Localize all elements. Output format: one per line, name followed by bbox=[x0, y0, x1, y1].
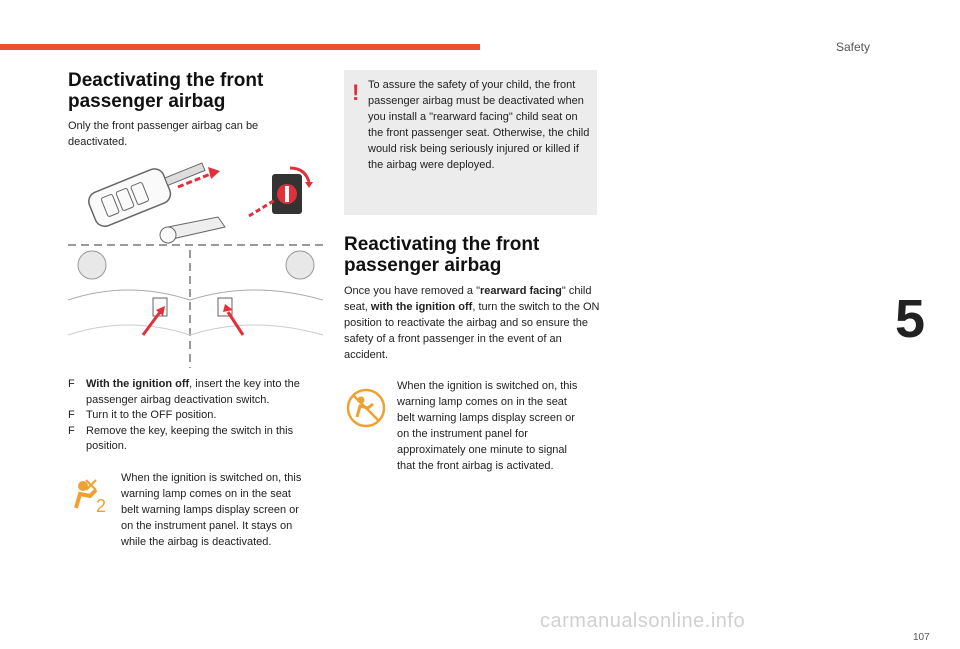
svg-text:2: 2 bbox=[96, 496, 107, 516]
chapter-number: 5 bbox=[895, 289, 926, 349]
airbag-switch-illustration bbox=[245, 160, 315, 225]
step-item: F Turn it to the OFF position. bbox=[68, 409, 217, 421]
deactivate-lamp-note: When the ignition is switched on, this warning lamp comes on in the seat belt warning lamps display screen or on the instrument panel. It stays on while the airbag is deactivated. bbox=[121, 472, 302, 548]
airbag-on-lamp-icon bbox=[345, 387, 387, 429]
watermark: carmanualsonline.info bbox=[540, 610, 746, 632]
reactivate-body: Once you have removed a "rearward facing" child seat, with the ignition off, turn the switch to the ON position to reactivate the airbag and so ensure the safety of a front passenger in the event of an accident. bbox=[344, 285, 600, 361]
child-seat-warning-text: To assure the safety of your child, the front passenger airbag must be deactivated when you install a "rearward facing" child seat on the front passenger seat. Otherwise, the child would risk being seriously injured or killed if the airbag were deployed. bbox=[368, 79, 590, 171]
step-item: F Remove the key, keeping the switch in this position. bbox=[68, 424, 294, 452]
dashboard-illustration bbox=[68, 240, 323, 368]
reactivate-lamp-note: When the ignition is switched on, this warning lamp comes on in the seat belt warning lamps display screen or on the instrument panel for approximately one minute to signal that the front airbag is activated. bbox=[397, 380, 578, 472]
airbag-off-lamp-icon bbox=[70, 478, 112, 516]
deactivate-title: Deactivating the front passenger airbag bbox=[68, 70, 264, 112]
page-number: 107 bbox=[913, 632, 930, 643]
section-label: Safety bbox=[836, 40, 871, 54]
warning-exclamation-icon: ! bbox=[352, 80, 360, 105]
step-item: F With the ignition off, insert the key into the passenger airbag deactivation switch. bbox=[68, 378, 300, 406]
child-seat-warning-box bbox=[344, 70, 597, 215]
deactivate-intro: Only the front passenger airbag can be deactivated. bbox=[68, 120, 259, 148]
reactivate-title: Reactivating the front passenger airbag bbox=[344, 234, 540, 276]
deactivate-steps bbox=[68, 377, 326, 455]
accent-bar bbox=[0, 44, 480, 50]
